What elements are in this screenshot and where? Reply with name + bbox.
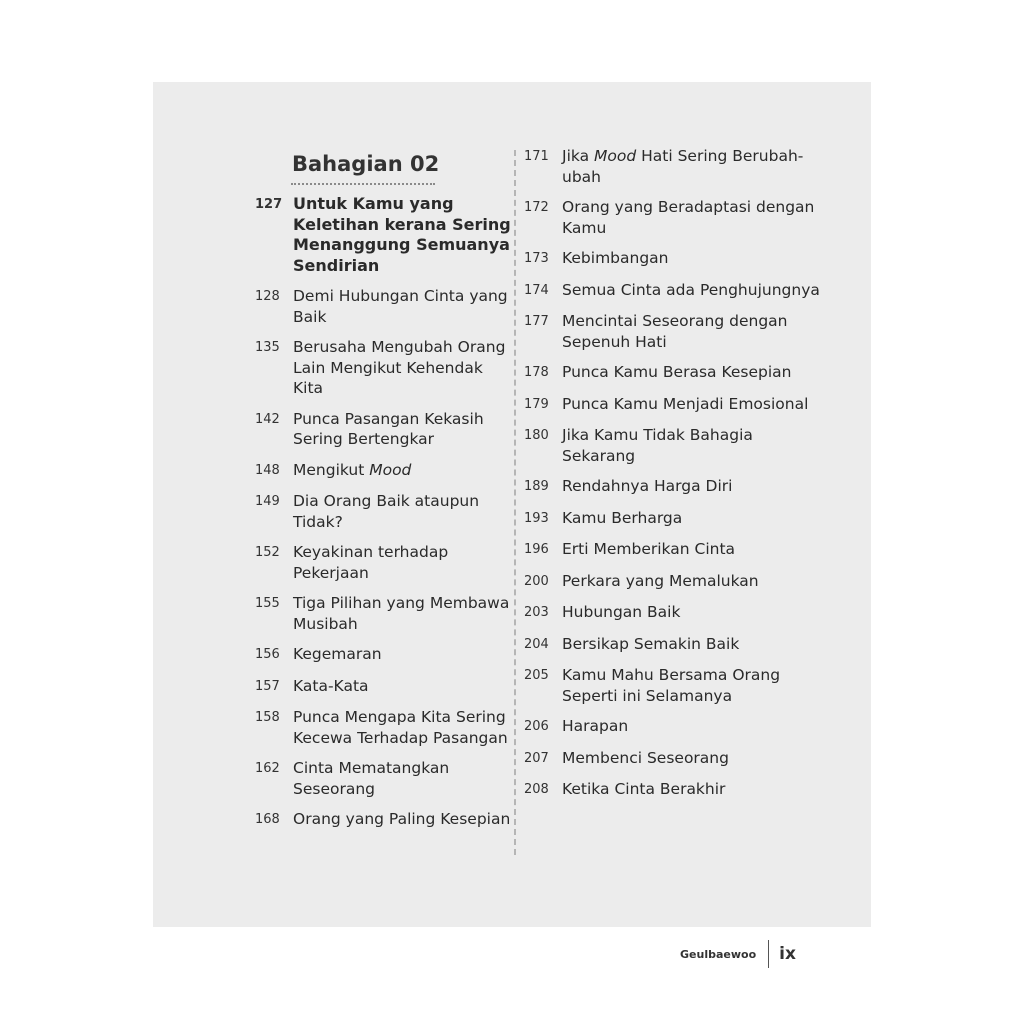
toc-entry[interactable]: [524, 716, 824, 738]
toc-entry[interactable]: [524, 425, 824, 466]
toc-page-number: 206: [524, 719, 549, 734]
toc-page-number: 204: [524, 636, 549, 652]
toc-entry[interactable]: [255, 337, 517, 399]
footer-divider: [768, 940, 769, 968]
toc-title: Dia Orang Baik ataupun Tidak?: [293, 492, 480, 531]
toc-page-number: 203: [524, 605, 549, 620]
toc-title-italic: Mood: [594, 147, 637, 165]
toc-entry[interactable]: [524, 476, 824, 498]
toc-entry[interactable]: [255, 409, 517, 450]
toc-title: Berusaha Mengubah Orang Lain Mengikut Kehendak Kita: [293, 338, 506, 397]
toc-title: Keyakinan terhadap Pekerjaan: [293, 543, 449, 582]
toc-page-number: 180: [524, 428, 549, 443]
toc-entry[interactable]: [255, 194, 517, 276]
toc-entry[interactable]: [255, 286, 517, 327]
toc-title: Kebimbangan: [562, 249, 669, 267]
toc-title: Hubungan Baik: [562, 603, 681, 621]
toc-title: [562, 146, 824, 187]
toc-entry[interactable]: [524, 602, 824, 624]
toc-entry[interactable]: [524, 571, 824, 593]
toc-entry[interactable]: [255, 809, 517, 831]
toc-entry[interactable]: [524, 539, 824, 561]
toc-title: Harapan: [562, 717, 629, 735]
toc-entry[interactable]: [524, 748, 824, 770]
toc-page-number: 208: [524, 782, 549, 797]
page-footer: [680, 940, 796, 968]
toc-title: Kata-Kata: [293, 676, 369, 695]
toc-entry[interactable]: [255, 542, 517, 583]
toc-page-number: 193: [524, 510, 549, 526]
toc-title-text: Hati Sering Berubah-ubah: [562, 147, 804, 186]
toc-page-number: 135: [255, 340, 280, 355]
toc-page-number: 173: [524, 251, 549, 266]
toc-page-number: 171: [524, 149, 549, 164]
toc-page-number: 152: [255, 545, 280, 560]
toc-entry[interactable]: [524, 508, 824, 530]
toc-title: Demi Hubungan Cinta yang Baik: [293, 287, 508, 326]
toc-entry[interactable]: [255, 758, 517, 799]
toc-page-number: 177: [524, 314, 549, 329]
toc-entry[interactable]: [255, 707, 517, 748]
toc-page-number: 205: [524, 668, 549, 683]
toc-entry[interactable]: [255, 491, 517, 532]
toc-title: Punca Kamu Menjadi Emosional: [562, 394, 809, 413]
toc-entry[interactable]: [524, 665, 824, 706]
toc-column-right: [524, 146, 824, 811]
toc-title: Tiga Pilihan yang Membawa Musibah: [293, 594, 510, 633]
toc-entry[interactable]: [524, 634, 824, 656]
toc-page-number: 196: [524, 542, 549, 557]
toc-column-left: [255, 194, 517, 841]
toc-page-number: 200: [524, 573, 549, 589]
toc-title: Kegemaran: [293, 645, 382, 663]
toc-page-number: 148: [255, 462, 280, 478]
toc-page-number: 178: [524, 365, 549, 380]
section-title: Bahagian 02: [292, 152, 440, 176]
toc-title: [293, 460, 411, 481]
toc-title-italic: Mood: [369, 460, 412, 479]
toc-title: Rendahnya Harga Diri: [562, 477, 733, 495]
toc-title: Membenci Seseorang: [562, 748, 729, 767]
toc-title: Mencintai Seseorang dengan Sepenuh Hati: [562, 312, 788, 351]
toc-page-number: 162: [255, 761, 280, 776]
title-underline: [291, 183, 435, 185]
page-number: ix: [779, 944, 796, 964]
toc-entry[interactable]: [524, 779, 824, 801]
toc-title: Untuk Kamu yang Keletihan kerana Sering Menanggung Semuanya Sendirian: [293, 194, 511, 275]
toc-entry[interactable]: [255, 676, 517, 698]
toc-page-number: 156: [255, 647, 280, 662]
toc-entry[interactable]: [255, 593, 517, 634]
footer-brand: Geulbaewoo: [680, 947, 757, 961]
toc-title: Bersikap Semakin Baik: [562, 634, 740, 653]
toc-title: Cinta Mematangkan Seseorang: [293, 759, 450, 798]
toc-entry[interactable]: [255, 460, 517, 482]
toc-page-number: 127: [255, 197, 283, 212]
toc-title: Perkara yang Memalukan: [562, 571, 759, 590]
toc-entry[interactable]: [524, 362, 824, 384]
toc-page-number: 174: [524, 282, 549, 298]
toc-entry[interactable]: [255, 644, 517, 666]
toc-title: Punca Kamu Berasa Kesepian: [562, 363, 792, 381]
toc-entry[interactable]: [524, 248, 824, 270]
toc-title: Jika Kamu Tidak Bahagia Sekarang: [562, 426, 753, 465]
toc-page-number: 172: [524, 200, 549, 215]
toc-entry[interactable]: [524, 146, 824, 187]
toc-title: Punca Pasangan Kekasih Sering Bertengkar: [293, 409, 484, 448]
toc-title-text: Mengikut: [293, 460, 370, 479]
toc-entry[interactable]: [524, 280, 824, 302]
toc-page-number: 179: [524, 396, 549, 412]
toc-page-number: 158: [255, 710, 280, 725]
toc-page-number: 142: [255, 411, 280, 427]
toc-page-number: 189: [524, 479, 549, 494]
toc-entry[interactable]: [524, 197, 824, 238]
toc-entry[interactable]: [524, 394, 824, 416]
toc-page-number: 168: [255, 812, 280, 827]
toc-title: Semua Cinta ada Penghujungnya: [562, 280, 820, 299]
toc-title: Ketika Cinta Berakhir: [562, 780, 726, 798]
toc-page-number: 207: [524, 750, 549, 766]
toc-title: Erti Memberikan Cinta: [562, 540, 736, 558]
toc-page-number: 128: [255, 289, 280, 304]
toc-title-text: Jika: [562, 147, 595, 165]
toc-title: Kamu Mahu Bersama Orang Seperti ini Selamanya: [562, 666, 781, 705]
toc-page-number: 157: [255, 678, 280, 694]
toc-page-number: 155: [255, 596, 280, 611]
toc-title: Orang yang Paling Kesepian: [293, 810, 511, 828]
toc-title: Orang yang Beradaptasi dengan Kamu: [562, 198, 815, 237]
toc-title: Kamu Berharga: [562, 508, 683, 527]
toc-page-number: 149: [255, 494, 280, 509]
toc-title: Punca Mengapa Kita Sering Kecewa Terhadap Pasangan: [293, 708, 508, 747]
toc-entry[interactable]: [524, 311, 824, 352]
